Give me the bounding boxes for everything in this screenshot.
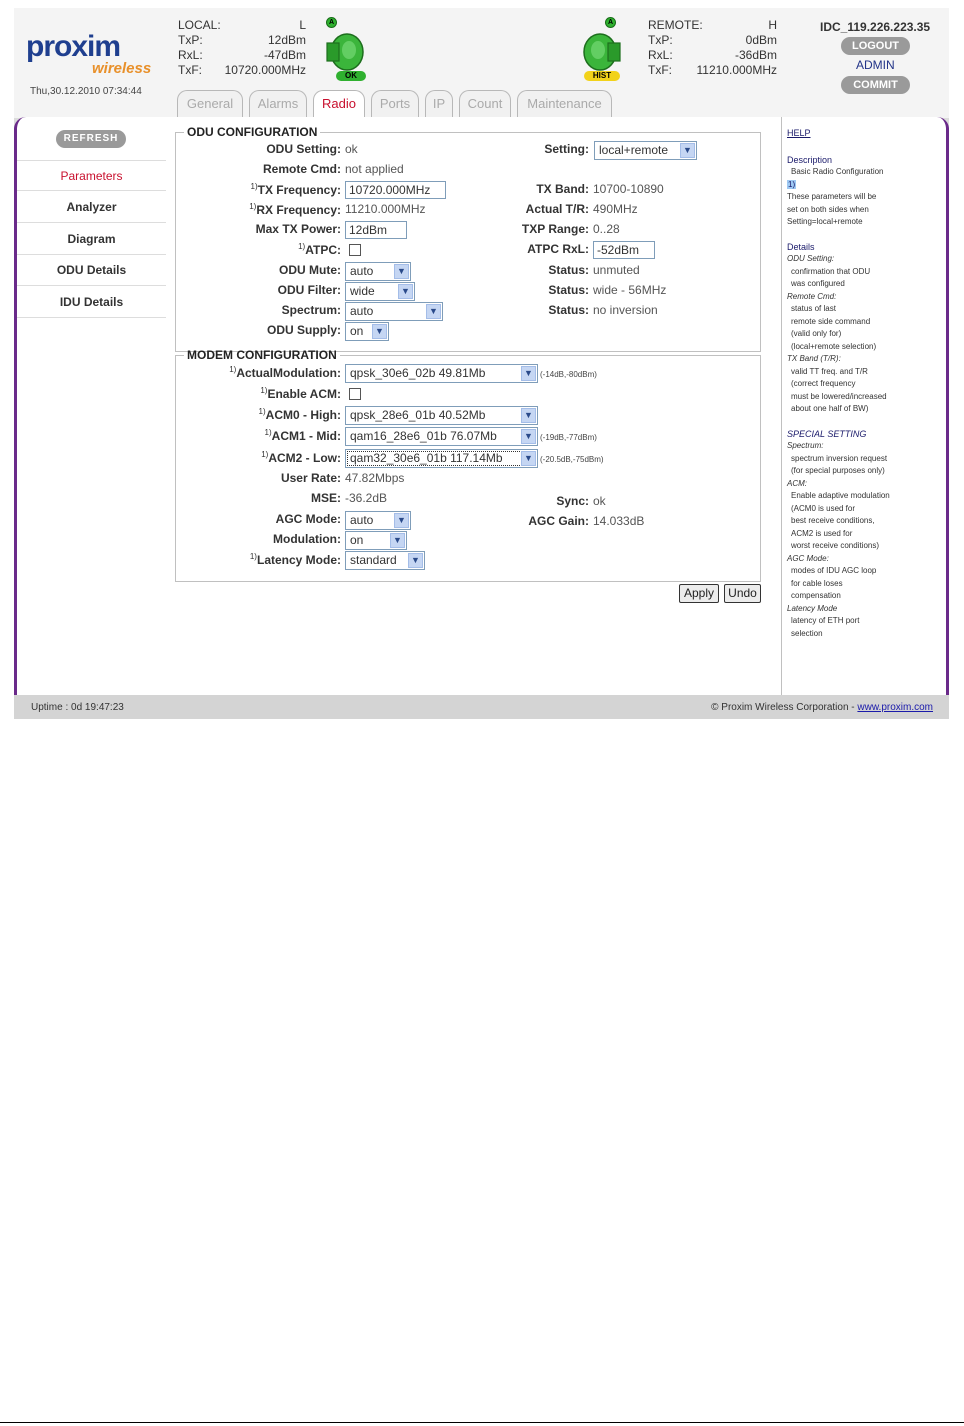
txp-range-label: TXP Range: — [521, 222, 589, 236]
rx-frequency-footnote: 1) — [249, 202, 257, 211]
help-footnote-line: These parameters will be — [787, 192, 877, 201]
actual-tr-label: Actual T/R: — [525, 202, 589, 216]
help-panel — [781, 117, 949, 695]
max-tx-power-input[interactable]: 12dBm — [345, 221, 407, 239]
chevron-down-icon: ▼ — [426, 304, 441, 319]
commit-button[interactable]: COMMIT — [841, 76, 910, 94]
sync-label: Sync: — [556, 494, 589, 508]
remote-antenna-icon[interactable] — [580, 30, 624, 74]
sidebar-item-diagram[interactable]: Diagram — [17, 224, 166, 255]
tab-ip[interactable]: IP — [425, 90, 453, 117]
local-txp-label: TxP: — [178, 33, 203, 47]
logout-button[interactable]: LOGOUT — [841, 37, 910, 55]
local-txp-value: 12dBm — [267, 33, 306, 47]
help-description-text: Basic Radio Configuration — [791, 167, 884, 176]
chevron-down-icon: ▼ — [521, 429, 536, 444]
page-bottom-rule — [0, 1422, 964, 1423]
help-special-list — [787, 440, 944, 640]
tab-ports[interactable]: Ports — [371, 90, 419, 117]
enable-acm-checkbox[interactable] — [349, 388, 361, 400]
tx-band-label: TX Band: — [536, 182, 589, 196]
local-rxl-value: -47dBm — [263, 48, 306, 62]
remote-status — [648, 18, 777, 78]
tab-maintenance[interactable]: Maintenance — [517, 90, 612, 117]
help-line: Spectrum: — [787, 441, 824, 450]
chevron-down-icon: ▼ — [390, 533, 405, 548]
acm1-label — [265, 428, 341, 443]
chevron-down-icon: ▼ — [372, 324, 387, 339]
chevron-down-icon: ▼ — [408, 553, 423, 568]
chevron-down-icon: ▼ — [521, 451, 536, 466]
sync-value: ok — [593, 494, 606, 508]
atpc-rxl-input[interactable]: -52dBm — [593, 241, 655, 259]
help-line: (local+remote selection) — [791, 341, 877, 351]
chevron-down-icon: ▼ — [394, 264, 409, 279]
help-line: selection — [791, 628, 823, 638]
mse-label: MSE: — [311, 491, 341, 505]
actual-modulation-label — [229, 365, 341, 380]
acm0-text: ACM0 - High: — [265, 408, 341, 422]
sidebar-item-idu-details[interactable]: IDU Details — [17, 287, 166, 318]
help-details-heading: Details — [787, 241, 815, 252]
remote-rxl-label: RxL: — [648, 48, 673, 62]
copyright — [711, 702, 933, 713]
modulation-select-value: on — [350, 533, 364, 547]
odu-mute-select-value: auto — [350, 264, 374, 278]
filter-status-label: Status: — [548, 283, 589, 297]
agc-mode-select-value: auto — [350, 513, 374, 527]
actual-modulation-text: ActualModulation: — [236, 366, 341, 380]
atpc-text: ATPC: — [305, 243, 341, 257]
remote-txp-value: 0dBm — [745, 33, 777, 47]
acm0-select-value: qpsk_28e6_01b 40.52Mb — [350, 408, 486, 422]
help-line: for cable loses — [791, 578, 843, 588]
spectrum-status-value: no inversion — [593, 303, 658, 317]
help-line: about one half of BW) — [791, 404, 869, 413]
acm1-footnote: 1) — [264, 428, 272, 437]
odu-filter-select-value: wide — [350, 284, 375, 298]
agc-gain-label: AGC Gain: — [528, 514, 589, 528]
uptime-text: Uptime : 0d 19:47:23 — [31, 702, 124, 713]
mute-status-label: Status: — [548, 263, 589, 277]
actual-modulation-footnote: 1) — [229, 365, 237, 374]
help-line: remote side command — [791, 316, 871, 326]
odu-supply-select[interactable] — [345, 322, 389, 341]
help-line: (correct frequency — [791, 379, 856, 388]
help-description-heading: Description — [787, 154, 833, 165]
setting-select[interactable] — [594, 141, 697, 160]
help-line: latency of ETH port — [791, 616, 860, 625]
help-line: spectrum inversion request — [791, 453, 888, 463]
actual-modulation-hint: (-14dB,-80dBm) — [540, 370, 597, 379]
help-line: worst receive conditions) — [791, 541, 880, 550]
setting-label: Setting: — [544, 142, 589, 156]
modulation-select[interactable] — [345, 531, 407, 550]
help-line: ACM: — [787, 478, 807, 488]
local-status — [178, 18, 306, 78]
odu-setting-value: ok — [345, 142, 358, 156]
local-rxl-label: RxL: — [178, 48, 203, 62]
odu-config-title: ODU CONFIGURATION — [187, 125, 318, 139]
remote-rxl-value: -36dBm — [734, 48, 777, 62]
help-line: modes of IDU AGC loop — [791, 566, 877, 575]
undo-button[interactable]: Undo — [724, 584, 761, 603]
remote-status-badge: HIST — [584, 71, 620, 81]
spectrum-label: Spectrum: — [281, 303, 341, 317]
acm0-label — [259, 407, 341, 422]
help-line: best receive conditions, — [791, 516, 875, 525]
acm1-text: ACM1 - Mid: — [271, 429, 341, 443]
help-line: Remote Cmd: — [787, 291, 837, 301]
proxim-logo — [26, 30, 156, 80]
local-led-icon: A — [326, 17, 337, 28]
help-footnote-mark: 1) — [788, 179, 796, 189]
enable-acm-label — [260, 386, 341, 401]
tab-count[interactable]: Count — [459, 90, 511, 117]
modulation-label: Modulation: — [273, 532, 341, 546]
help-line: ODU Setting: — [787, 254, 835, 263]
odu-supply-label: ODU Supply: — [267, 323, 341, 337]
spectrum-select-value: auto — [350, 304, 374, 318]
rx-frequency-text: RX Frequency: — [256, 203, 341, 217]
atpc-rxl-label: ATPC RxL: — [527, 242, 589, 256]
spectrum-status-label: Status: — [548, 303, 589, 317]
acm2-text: ACM2 - Low: — [268, 451, 341, 465]
help-line: (for special purposes only) — [791, 466, 885, 475]
acm0-footnote: 1) — [258, 407, 266, 416]
chevron-down-icon: ▼ — [521, 408, 536, 423]
tab-general[interactable]: General — [177, 90, 243, 117]
help-line: Latency Mode — [787, 603, 838, 613]
actual-modulation-select-value: qpsk_30e6_02b 49.81Mb — [350, 366, 486, 380]
main-content — [14, 117, 949, 695]
agc-gain-value: 14.033dB — [593, 514, 645, 528]
user-rate-label: User Rate: — [280, 471, 341, 485]
apply-button[interactable]: Apply — [679, 584, 719, 603]
latency-mode-label — [250, 552, 341, 567]
atpc-footnote: 1) — [298, 242, 306, 251]
help-line: compensation — [791, 591, 841, 600]
tab-alarms[interactable]: Alarms — [249, 90, 307, 117]
txp-range-value: 0..28 — [593, 222, 620, 236]
remote-txp-label: TxP: — [648, 33, 673, 47]
latency-mode-select-value: standard — [350, 553, 397, 567]
tab-radio[interactable]: Radio — [313, 90, 365, 119]
help-footnote-line: set on both sides when — [787, 204, 869, 214]
tx-frequency-input[interactable]: 10720.000MHz — [345, 181, 446, 199]
tx-frequency-text: TX Frequency: — [257, 183, 341, 197]
acm0-select[interactable] — [345, 406, 538, 425]
odu-supply-select-value: on — [350, 324, 364, 338]
help-line: TX Band (T/R): — [787, 354, 841, 363]
acm2-hint: (-20.5dB,-75dBm) — [540, 455, 604, 464]
mse-value: -36.2dB — [345, 491, 388, 505]
help-line: ACM2 is used for — [791, 528, 853, 538]
help-line: must be lowered/increased — [791, 391, 887, 401]
help-line: confirmation that ODU — [791, 266, 871, 276]
chevron-down-icon: ▼ — [680, 143, 695, 158]
sidebar-item-analyzer[interactable]: Analyzer — [17, 192, 166, 223]
local-title: LOCAL: — [178, 18, 221, 32]
actual-modulation-select[interactable] — [345, 364, 538, 383]
copyright-text: © Proxim Wireless Corporation - — [711, 702, 858, 713]
agc-mode-label: AGC Mode: — [275, 512, 341, 526]
odu-setting-label: ODU Setting: — [266, 142, 341, 156]
help-line: was configured — [791, 279, 845, 288]
local-antenna-icon[interactable] — [323, 30, 367, 74]
local-txf-label: TxF: — [178, 63, 202, 77]
user-name: ADMIN — [856, 58, 895, 72]
help-details-list — [787, 253, 944, 416]
acm2-select-value: qam32_30e6_01b 117.14Mb — [350, 451, 503, 465]
header — [14, 8, 949, 118]
proxim-link[interactable]: www.proxim.com — [857, 702, 933, 713]
local-txf-value: 10720.000MHz — [224, 63, 306, 77]
latency-mode-select[interactable] — [345, 551, 425, 570]
enable-acm-footnote: 1) — [260, 386, 268, 395]
refresh-button[interactable]: REFRESH — [56, 130, 126, 148]
chevron-down-icon: ▼ — [398, 284, 413, 299]
logo-subtext: wireless — [92, 60, 152, 77]
acm1-hint: (-19dB,-77dBm) — [540, 433, 597, 442]
remote-txf-value: 11210.000MHz — [696, 63, 777, 77]
local-status-badge: OK — [336, 71, 366, 81]
help-special-heading: SPECIAL SETTING — [787, 428, 867, 439]
local-title-value: L — [299, 18, 306, 32]
logo-text: proxim — [26, 30, 121, 63]
app-window — [14, 8, 949, 719]
help-line: (ACM0 is used for — [791, 503, 856, 513]
remote-title-value: H — [768, 18, 777, 32]
acm1-select[interactable] — [345, 427, 538, 446]
user-rate-value: 47.82Mbps — [345, 471, 405, 485]
remote-led-icon: A — [605, 17, 616, 28]
host-name: IDC_119.226.223.35 — [820, 20, 931, 34]
help-line: Enable adaptive modulation — [791, 491, 890, 500]
chevron-down-icon: ▼ — [521, 366, 536, 381]
odu-mute-label: ODU Mute: — [279, 263, 341, 277]
acm2-label — [261, 450, 341, 465]
help-line: AGC Mode: — [787, 553, 829, 563]
help-line: valid TT freq. and T/R — [791, 366, 868, 376]
actual-tr-value: 490MHz — [593, 202, 638, 216]
max-tx-power-label: Max TX Power: — [255, 222, 341, 236]
remote-cmd-value: not applied — [345, 162, 404, 176]
remote-txf-label: TxF: — [648, 63, 672, 77]
sidebar-item-odu-details[interactable]: ODU Details — [17, 255, 166, 286]
filter-status-value: wide - 56MHz — [593, 283, 667, 297]
tx-frequency-footnote: 1) — [250, 182, 258, 191]
help-title[interactable]: HELP — [787, 128, 811, 138]
odu-filter-label: ODU Filter: — [277, 283, 341, 297]
modem-config-title: MODEM CONFIGURATION — [187, 348, 337, 362]
latency-mode-text: Latency Mode: — [256, 553, 341, 567]
help-footnote-line: Setting=local+remote — [787, 217, 863, 226]
header-datetime: Thu,30.12.2010 07:34:44 — [30, 86, 142, 97]
tx-band-value: 10700-10890 — [593, 182, 664, 196]
setting-select-value: local+remote — [599, 143, 669, 157]
latency-mode-footnote: 1) — [249, 552, 257, 561]
acm2-footnote: 1) — [261, 450, 269, 459]
help-line: (valid only for) — [791, 329, 842, 338]
help-line: status of last — [791, 304, 836, 313]
acm2-select[interactable] — [345, 449, 538, 468]
chevron-down-icon: ▼ — [394, 513, 409, 528]
rx-frequency-value: 11210.000MHz — [345, 202, 426, 216]
mute-status-value: unmuted — [593, 263, 640, 277]
acm1-select-value: qam16_28e6_01b 76.07Mb — [350, 429, 497, 443]
footer — [14, 695, 949, 719]
remote-cmd-label: Remote Cmd: — [262, 162, 341, 176]
remote-title: REMOTE: — [648, 18, 703, 32]
sidebar-item-parameters[interactable]: Parameters — [17, 160, 166, 191]
enable-acm-text: Enable ACM: — [267, 387, 341, 401]
